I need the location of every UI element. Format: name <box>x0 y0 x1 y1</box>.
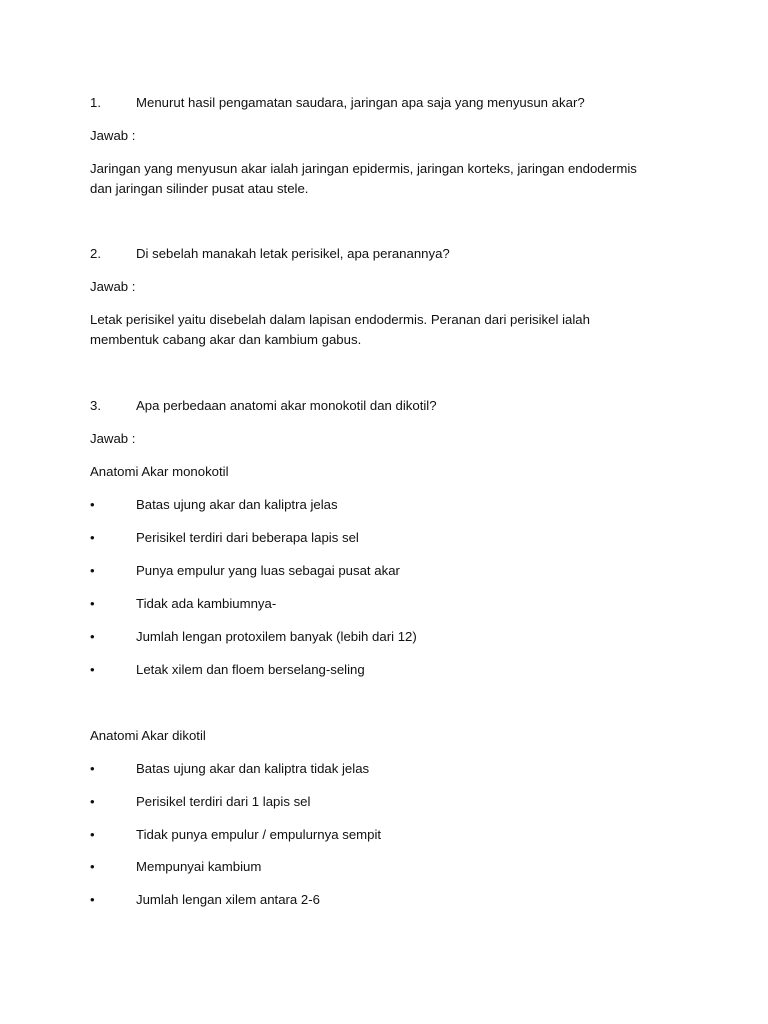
monocot-item: Letak xilem dan floem berselang-seling <box>136 662 365 677</box>
bullet-icon: • <box>90 497 95 512</box>
bullet-icon: • <box>90 563 95 578</box>
dicot-item: Mempunyai kambium <box>136 859 262 874</box>
dicot-item: Perisikel terdiri dari 1 lapis sel <box>136 794 311 809</box>
question-3-number: 3. <box>90 398 101 413</box>
bullet-icon: • <box>90 794 95 809</box>
question-3-text: Apa perbedaan anatomi akar monokotil dan dikotil? <box>136 398 437 413</box>
bullet-icon: • <box>90 662 95 677</box>
question-2-text: Di sebelah manakah letak perisikel, apa peranannya? <box>136 246 450 261</box>
dicot-item: Tidak punya empulur / empulurnya sempit <box>136 827 382 842</box>
question-1-number: 1. <box>90 95 101 110</box>
monocot-item: Jumlah lengan protoxilem banyak (lebih dari 12) <box>136 629 417 644</box>
bullet-icon: • <box>90 761 95 776</box>
question-2-answer: Letak perisikel yaitu disebelah dalam lapisan endodermis. Peranan dari perisikel ialah membentuk cabang akar dan kambium gabus. <box>90 312 590 347</box>
monocot-item: Batas ujung akar dan kaliptra jelas <box>136 497 338 512</box>
bullet-icon: • <box>90 892 95 907</box>
question-1-answer: Jaringan yang menyusun akar ialah jaringan epidermis, jaringan korteks, jaringan endodermis dan jaringan silinder pusat atau stele. <box>90 161 637 196</box>
bullet-icon: • <box>90 629 95 644</box>
dicot-item: Batas ujung akar dan kaliptra tidak jelas <box>136 761 370 776</box>
question-2-answer-label: Jawab : <box>90 279 136 294</box>
monocot-item: Perisikel terdiri dari beberapa lapis sel <box>136 530 359 545</box>
question-3-answer-label: Jawab : <box>90 431 136 446</box>
question-1-text: Menurut hasil pengamatan saudara, jaringan apa saja yang menyusun akar? <box>136 95 585 110</box>
question-1-answer-label: Jawab : <box>90 128 136 143</box>
monocot-heading: Anatomi Akar monokotil <box>90 464 229 479</box>
bullet-icon: • <box>90 827 95 842</box>
bullet-icon: • <box>90 859 95 874</box>
question-2-number: 2. <box>90 246 101 261</box>
monocot-item: Punya empulur yang luas sebagai pusat akar <box>136 563 400 578</box>
monocot-item: Tidak ada kambiumnya- <box>136 596 277 611</box>
dicot-heading: Anatomi Akar dikotil <box>90 728 206 743</box>
bullet-icon: • <box>90 530 95 545</box>
bullet-icon: • <box>90 596 95 611</box>
dicot-item: Jumlah lengan xilem antara 2-6 <box>136 892 320 907</box>
